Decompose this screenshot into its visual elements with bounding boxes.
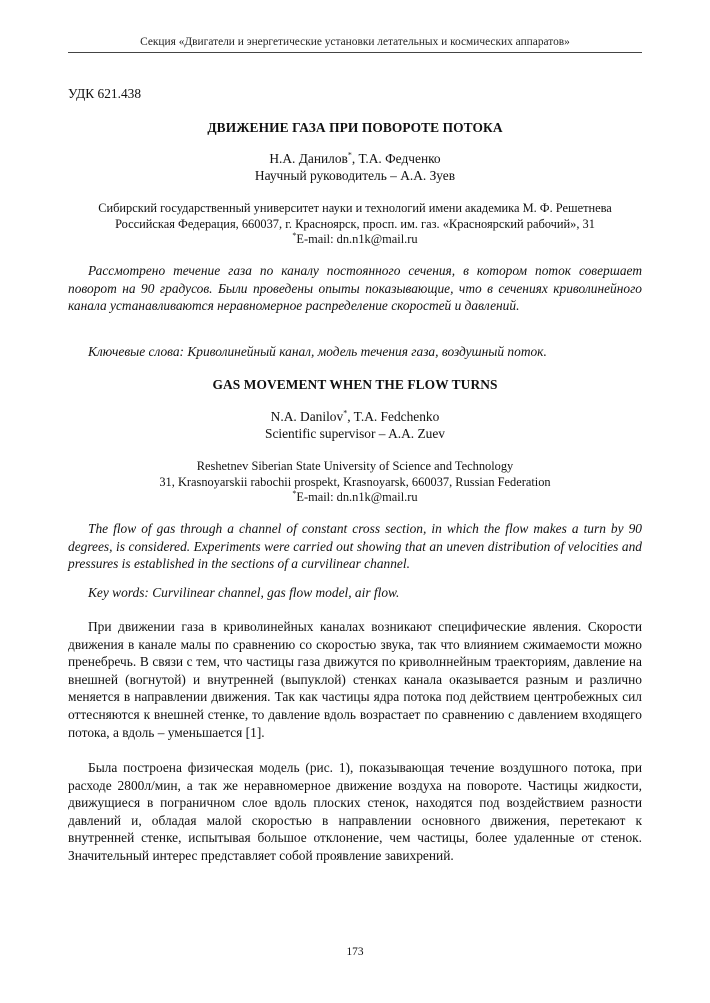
authors-en [68, 408, 642, 425]
title-ru: ДВИЖЕНИЕ ГАЗА ПРИ ПОВОРОТЕ ПОТОКА [207, 120, 503, 135]
email-ru [68, 231, 642, 247]
abstract-ru: Рассмотрено течение газа по каналу постоянного сечения, в котором поток совершает поворот на 90 градусов. Были проведены опыты показывающие, что в сечениях криволинейного канала устанавливаются неравномерное распределение скоростей и давлений. [68, 263, 642, 314]
authors-ru-mark: * [347, 150, 352, 160]
body-paragraph-2: Была построена физическая модель (рис. 1), показывающая течение воздушного потока, при расходе 2800л/мин, а так же неравномерное движение воздуха на повороте. Частицы жидкости, движущиеся в пограничном слое вдоль плоских стенок, находятся под воздействием разности давлений и, обладая малой скоростью в направлении основного движения, перетекают к внутренней стенке, испытывая большое отклонение, чем частицы, более удаленные от стенок. Значительный интерес представляет собой проявление завихрений. [68, 760, 642, 863]
email-en-mark: * [292, 488, 297, 498]
email-en-text: E-mail: dn.n1k@mail.ru [296, 490, 418, 504]
authors-en-part1: N.A. Danilov [270, 409, 344, 424]
email-ru-mark: * [292, 230, 297, 240]
authors-ru-part1: Н.А. Данилов [269, 151, 348, 166]
keywords-en: Key words: Curvilinear channel, gas flow model, air flow. [88, 585, 400, 600]
title-en: GAS MOVEMENT WHEN THE FLOW TURNS [212, 377, 498, 392]
supervisor-ru: Научный руководитель – А.А. Зуев [254, 168, 456, 183]
authors-en-mark: * [343, 408, 348, 418]
email-en [68, 489, 642, 505]
authors-en-part2: , T.A. Fedchenko [347, 409, 440, 424]
affiliation-en-line2: 31, Krasnoyarskii rabochii prospekt, Krasnoyarsk, 660037, Russian Federation [159, 475, 551, 489]
header-rule [68, 52, 642, 53]
email-ru-text: E-mail: dn.n1k@mail.ru [296, 232, 418, 246]
affiliation-ru-line2: Российская Федерация, 660037, г. Красноярск, просп. им. газ. «Красноярский рабочий», 31 [115, 217, 595, 231]
page-number: 173 [346, 946, 364, 958]
keywords-ru: Ключевые слова: Криволинейный канал, модель течения газа, воздушный поток. [88, 344, 547, 359]
authors-ru-part2: , Т.А. Федченко [351, 151, 441, 166]
abstract-en: The flow of gas through a channel of constant cross section, in which the flow makes a turn by 90 degrees, is considered. Experiments were carried out showing that an uneven distribution of velocities and pressures is established in the sections of a curvilinear channel. [68, 521, 642, 572]
body-paragraph-1: При движении газа в криволинейных каналах возникают специфические явления. Скорости движения в канале малы по сравнению со скоростью звука, так что влиянием сжимаемости можно пренебречь. В связи с тем, что частицы газа движутся по криволннейным траекториям, давление на внешней (вогнутой) и внутренней (выпуклой) стенках канала оказывается разным и различно меняется в направлении движения. Так как частицы ядра потока под действием центробежных сил оттесняются к внешней стенке, то давление вдоль возрастает по сравнению с давлением входящего потока, а вдоль – уменьшается [1]. [68, 619, 642, 740]
supervisor-en: Scientific supervisor – A.A. Zuev [265, 426, 445, 441]
running-head: Секция «Двигатели и энергетические установки летательных и космических аппаратов» [140, 36, 570, 48]
authors-ru [68, 150, 642, 167]
udc-code: УДК 621.438 [68, 86, 142, 101]
affiliation-en-line1: Reshetnev Siberian State University of Science and Technology [196, 459, 514, 473]
affiliation-ru-line1: Сибирский государственный университет науки и технологий имени академика М. Ф. Решетнева [98, 201, 612, 215]
